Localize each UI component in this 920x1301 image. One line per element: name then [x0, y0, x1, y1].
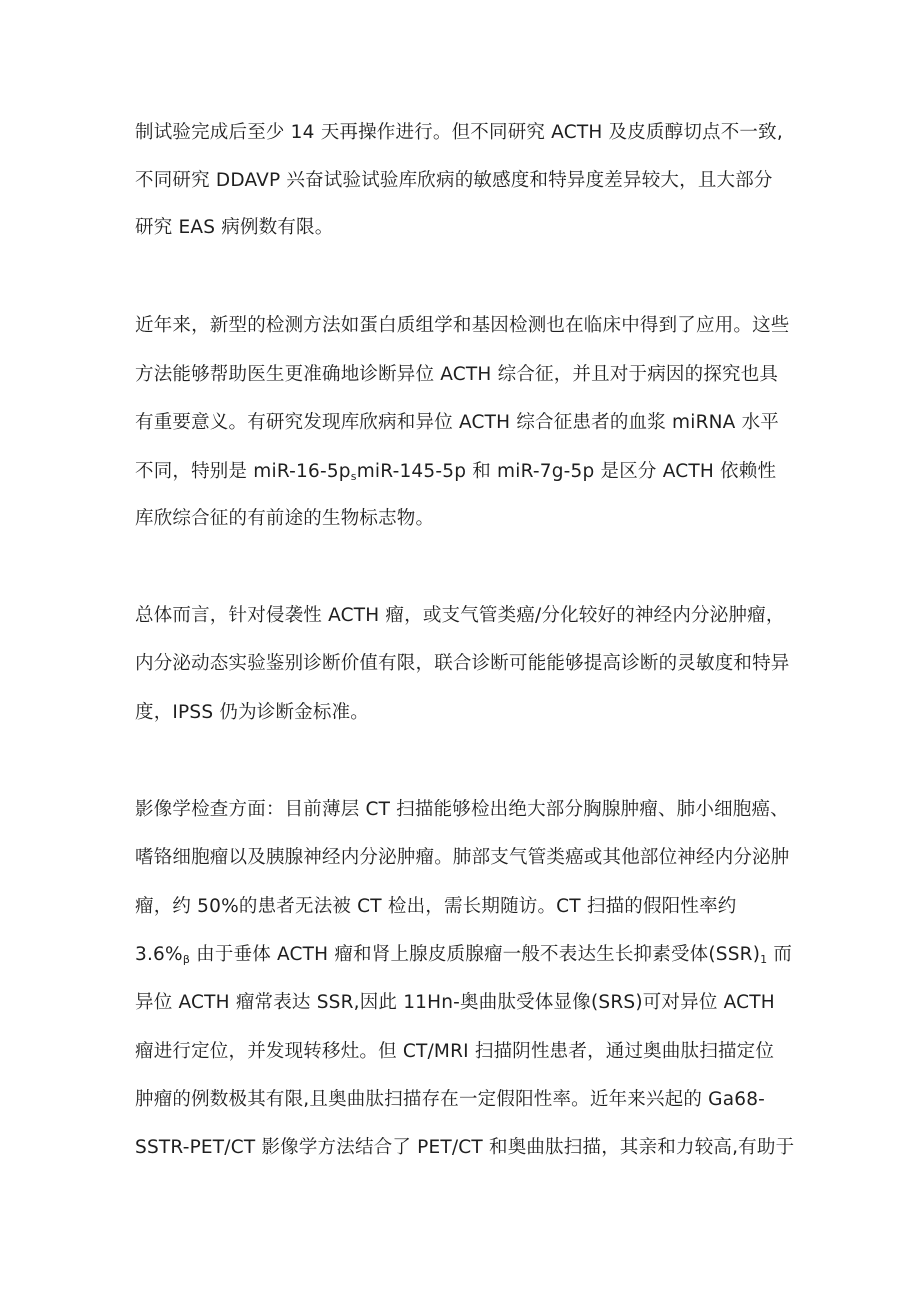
- text-line: SSTR-PET/CT 影像学方法结合了 PET/CT 和奥曲肽扫描，其亲和力较高,有助于: [135, 1137, 795, 1158]
- text-line: 制试验完成后至少 14 天再操作进行。但不同研究 ACTH 及皮质醇切点不一致,: [135, 122, 783, 143]
- text-line: 异位 ACTH 瘤常表达 SSR,因此 11Hn-奥曲肽受体显像(SRS)可对异位 ACTH: [135, 992, 775, 1013]
- text-line: [135, 942, 792, 968]
- subscript: β: [182, 953, 191, 966]
- subscript: s: [350, 470, 357, 483]
- text-line: 瘤进行定位，并发现转移灶。但 CT/MRI 扫描阴性患者，通过奥曲肽扫描定位: [135, 1041, 775, 1062]
- text-line: 研究 EAS 病例数有限。: [135, 217, 334, 238]
- text-line: 瘤，约 50%的患者无法被 CT 检出，需长期随访。CT 扫描的假阳性率约: [135, 896, 737, 917]
- text-line: 嗜铬细胞瘤以及胰腺神经内分泌肿瘤。肺部支气管类癌或其他部位神经内分泌肿: [135, 847, 790, 868]
- text-segment: 不同，特别是 miR-16-5p: [135, 461, 351, 482]
- subscript: 1: [760, 953, 768, 966]
- text-line: 影像学检查方面：目前薄层 CT 扫描能够检出绝大部分胸腺肿瘤、肺小细胞癌、: [135, 799, 789, 820]
- text-line: 有重要意义。有研究发现库欣病和异位 ACTH 综合征患者的血浆 miRNA 水平: [135, 412, 779, 433]
- text-line: 肿瘤的例数极其有限,且奥曲肽扫描存在一定假阳性率。近年来兴起的 Ga68-: [135, 1089, 766, 1110]
- text-line: 内分泌动态实验鉴别诊断价值有限，联合诊断可能能够提高诊断的灵敏度和特异: [135, 653, 790, 674]
- text-line: 总体而言，针对侵袭性 ACTH 瘤，或支气管类癌/分化较好的神经内分泌肿瘤，: [135, 605, 785, 626]
- text-line: 近年来，新型的检测方法如蛋白质组学和基因检测也在临床中得到了应用。这些: [135, 315, 790, 336]
- text-line: 方法能够帮助医生更准确地诊断异位 ACTH 综合征，并且对于病因的探究也具: [135, 364, 779, 385]
- text-line: 不同研究 DDAVP 兴奋试验试验库欣病的敏感度和特异度差异较大，且大部分: [135, 170, 773, 191]
- text-line: 度，IPSS 仍为诊断金标准。: [135, 702, 369, 723]
- text-segment: miR-145-5p 和 miR-7g-5p 是区分 ACTH 依赖性: [356, 461, 777, 482]
- text-line: [135, 459, 776, 485]
- text-segment: 而: [767, 944, 793, 965]
- text-line: 库欣综合征的有前途的生物标志物。: [135, 508, 435, 529]
- text-segment: 3.6%: [135, 944, 183, 965]
- text-segment: 由于垂体 ACTH 瘤和肾上腺皮质腺瘤一般不表达生长抑素受体(SSR): [190, 944, 761, 965]
